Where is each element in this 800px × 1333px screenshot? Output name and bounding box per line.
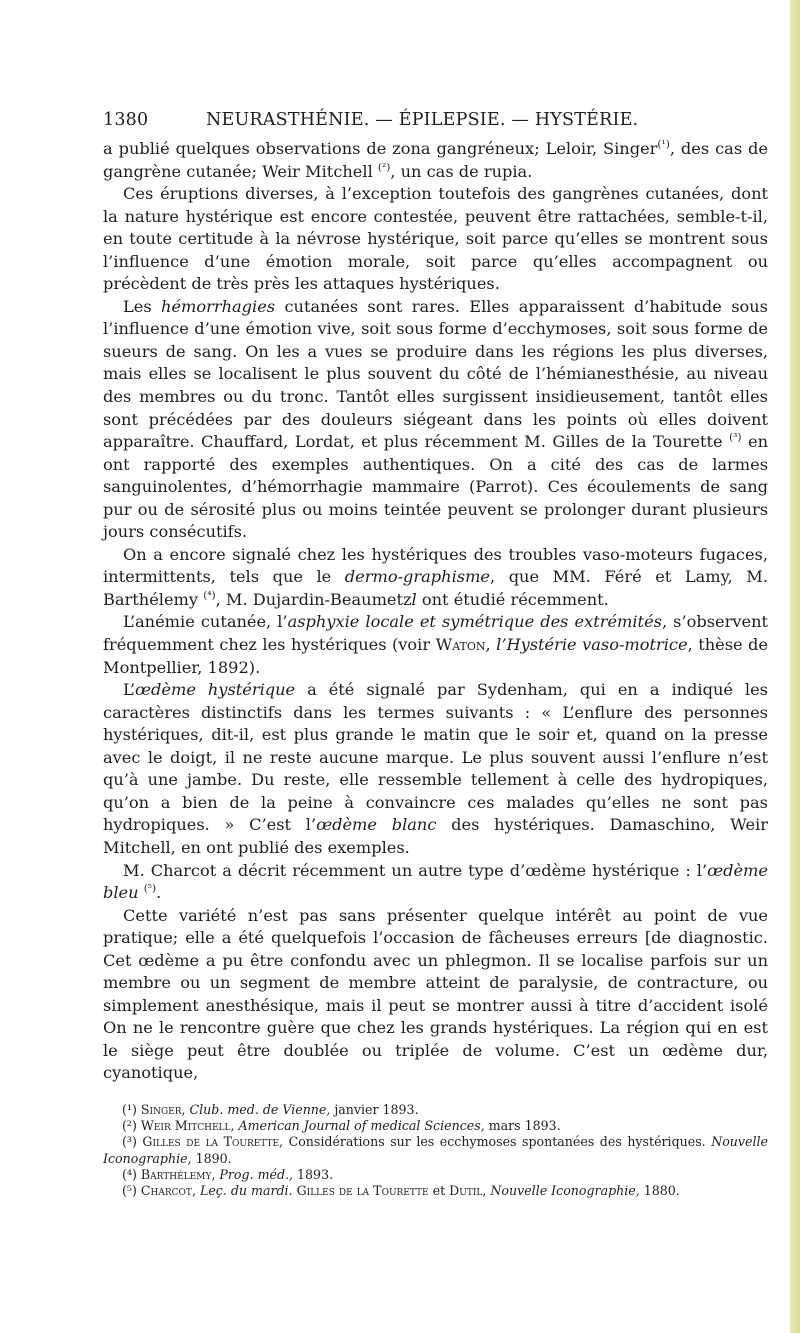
- footnote-ref-2: (²): [377, 161, 391, 174]
- source-title: Nouvelle Iconographie,: [103, 1134, 768, 1166]
- footnote-ref-3: (³): [729, 431, 742, 444]
- footnote-2: [103, 1118, 768, 1134]
- text-run: en ont rapporté des exemples authentiques. On a cité des cas de larmes sanguinolentes, d’hémorrhagie mammaire (Parrot). Ces écoulements de sang pur ou de sérosité plus ou moins teintée peuvent se prolonger durant plusieurs jours consécutifs.: [103, 432, 768, 542]
- italic-term: œdème bleu: [103, 860, 768, 903]
- author-name: Waton: [435, 635, 486, 655]
- text-run: mars 1893.: [484, 1118, 561, 1134]
- source-title: American Journal of medical Sciences,: [238, 1118, 485, 1134]
- text-run: ,: [181, 1101, 190, 1117]
- author-name: Singer: [140, 1101, 182, 1117]
- paragraph-5: [103, 611, 768, 679]
- text-run: ,: [482, 1182, 491, 1198]
- text-run: Les: [123, 296, 162, 316]
- paragraph-2: Ces éruptions diverses, à l’exception toutefois des gangrènes cutanées, dont la nature hystérique est encore contestée, peuvent être rattachées, semble-t-il, en toute certitude à la névrose hystérique, soit parce qu’elles se montrent sous l’influence d’une émotion morale, soit parce qu’elles accompagnent ou précèdent de très près les attaques hystériques.: [103, 184, 768, 294]
- text-run: des hystériques. Damaschino, Weir Mitchell, en ont publié des exemples.: [103, 815, 768, 857]
- source-title: Leç. du mardi.: [199, 1182, 293, 1198]
- author-name: Weir Mitchell: [140, 1118, 231, 1134]
- footnote-ref-4: (⁴): [203, 589, 216, 602]
- footnote-number: (⁵): [122, 1182, 137, 1198]
- text-run: 1880.: [639, 1182, 680, 1198]
- paragraph-7: [103, 860, 768, 905]
- footnote-number: (²): [122, 1118, 137, 1134]
- footnote-number: (³): [122, 1134, 137, 1150]
- text-run: On a encore signalé chez les hystériques des troubles vaso-moteurs fugaces, intermittents, tels que le: [103, 544, 768, 587]
- text-run: L’anémie cutanée, l’: [123, 612, 288, 632]
- italic-term: asphyxie locale et symétrique des extrémités: [287, 612, 662, 632]
- page-edge-strip: [790, 0, 800, 1333]
- italic-term: dermo-graphisme: [344, 567, 490, 587]
- footnote-1: [103, 1102, 768, 1118]
- text-run: et: [428, 1182, 450, 1198]
- text-run: , des cas de gangrène cutanée; Weir Mitchell: [103, 139, 768, 181]
- text-run: ont étudié récemment.: [416, 589, 609, 609]
- paragraph-8: Cette variété n’est pas sans présenter quelque intérêt au point de vue pratique; elle a été quelquefois l’occasion de fâcheuses erreurs [de diagnostic. Cet œdème a pu être confondu avec un phlegmon. Il se localise parfois sur un membre ou un segment de membre atteint de paralysie, de contracture, ou simplement anesthésique, mais il peut se montrer aussi à titre d’accident isolé On ne le rencontre guère que chez les grands hystériques. La région qui en est le siège peut être doublée ou triplée de volume. C’est un œdème dur, cyanotique,: [103, 905, 768, 1083]
- italic-term: œdème blanc: [316, 815, 437, 835]
- footnote-3: [103, 1134, 768, 1166]
- text-run: , s’observent fréquemment chez les hystériques (voir: [103, 612, 769, 655]
- running-header: [103, 104, 768, 138]
- author-name: Dutil: [449, 1182, 483, 1198]
- text-run: a publié quelques observations de zona gangréneux; Leloir, Singer: [103, 139, 658, 158]
- source-title: Nouvelle Iconographie,: [490, 1182, 640, 1198]
- author-name: Gilles de la Tourette: [142, 1134, 280, 1150]
- text-run: , thèse de Montpellier, 1892).: [103, 635, 768, 677]
- text-run: ,: [211, 1166, 220, 1182]
- source-title: Prog. méd.,: [219, 1166, 294, 1182]
- text-run: , M. Dujardin-Beaumetz: [215, 589, 412, 609]
- text-run: ,: [485, 635, 497, 655]
- footnote-4: [103, 1167, 768, 1183]
- footnote-ref-5: (⁵): [143, 882, 157, 895]
- text-run: a été signalé par Sydenham, qui en a indiqué les caractères distinctifs dans les termes suivants : « L’enflure des personnes hystériques, dit-il, est plus grande le matin que le soir et, quand on la presse avec le doigt, il ne reste aucune marque. Le plus souvent aussi l’enflure n’est qu’à une jambe. Du reste, elle ressemble tellement à celle des hydropiques, qu’on a bien de la peine à convaincre ces malades qu’elles ne sont pas hydropiques. » C’est l’: [103, 680, 768, 835]
- author-name: Gilles de la Tourette: [296, 1182, 429, 1198]
- text-run: , un cas de rupia.: [390, 161, 533, 181]
- running-title: NEURASTHÉNIE. — ÉPILEPSIE. — HYSTÉRIE.: [206, 110, 639, 130]
- text-run: M. Charcot a décrit récemment un autre type d’œdème hystérique : l’: [123, 860, 708, 880]
- text-run: ,: [191, 1182, 200, 1198]
- italic-term: hémorrhagies: [161, 296, 276, 316]
- paragraph-4: [103, 544, 768, 612]
- body-text: [103, 138, 768, 1085]
- italic-term: l: [411, 589, 417, 609]
- text-run: janvier 1893.: [330, 1101, 419, 1117]
- text-run: .: [156, 883, 162, 903]
- author-name: Barthélemy: [140, 1166, 212, 1182]
- footnote-number: (¹): [122, 1101, 137, 1117]
- text-run: , que MM. Féré et Lamy, M. Barthélemy: [103, 567, 768, 609]
- paragraph-6: [103, 679, 768, 859]
- paragraph-3: [103, 296, 768, 544]
- text-run: ,: [230, 1118, 239, 1134]
- author-name: Charcot: [140, 1182, 192, 1198]
- footnote-ref-1: (¹): [657, 138, 670, 151]
- text-run: L’: [123, 680, 136, 700]
- footnotes: [103, 1102, 768, 1199]
- page-number: 1380: [103, 110, 149, 130]
- text-run: 1890.: [191, 1150, 232, 1166]
- italic-term: l’Hystérie vaso-motrice: [496, 635, 688, 655]
- footnote-5: [103, 1183, 768, 1199]
- text-run: , Considérations sur les ecchymoses spontanées des hystériques.: [279, 1134, 712, 1150]
- text-run: 1893.: [293, 1166, 334, 1182]
- book-page: [103, 104, 768, 1199]
- italic-term: œdème hystérique: [135, 680, 296, 700]
- text-run: cutanées sont rares. Elles apparaissent d’habitude sous l’influence d’une émotion vive, soit sous forme d’ecchymoses, soit sous forme de sueurs de sang. On les a vues se produire dans les régions les plus diverses, mais elles se localisent le plus souvent du côté de l’hémianesthésie, au niveau des membres ou du tronc. Tantôt elles surgissent insidieusement, tantôt elles sont précédées par des douleurs siégeant dans les points où elles doivent apparaître. Chauffard, Lordat, et plus récemment M. Gilles de la Tourette: [103, 296, 768, 452]
- source-title: Club. med. de Vienne,: [189, 1101, 331, 1117]
- footnote-number: (⁴): [122, 1166, 137, 1182]
- paragraph-1: [103, 138, 768, 183]
